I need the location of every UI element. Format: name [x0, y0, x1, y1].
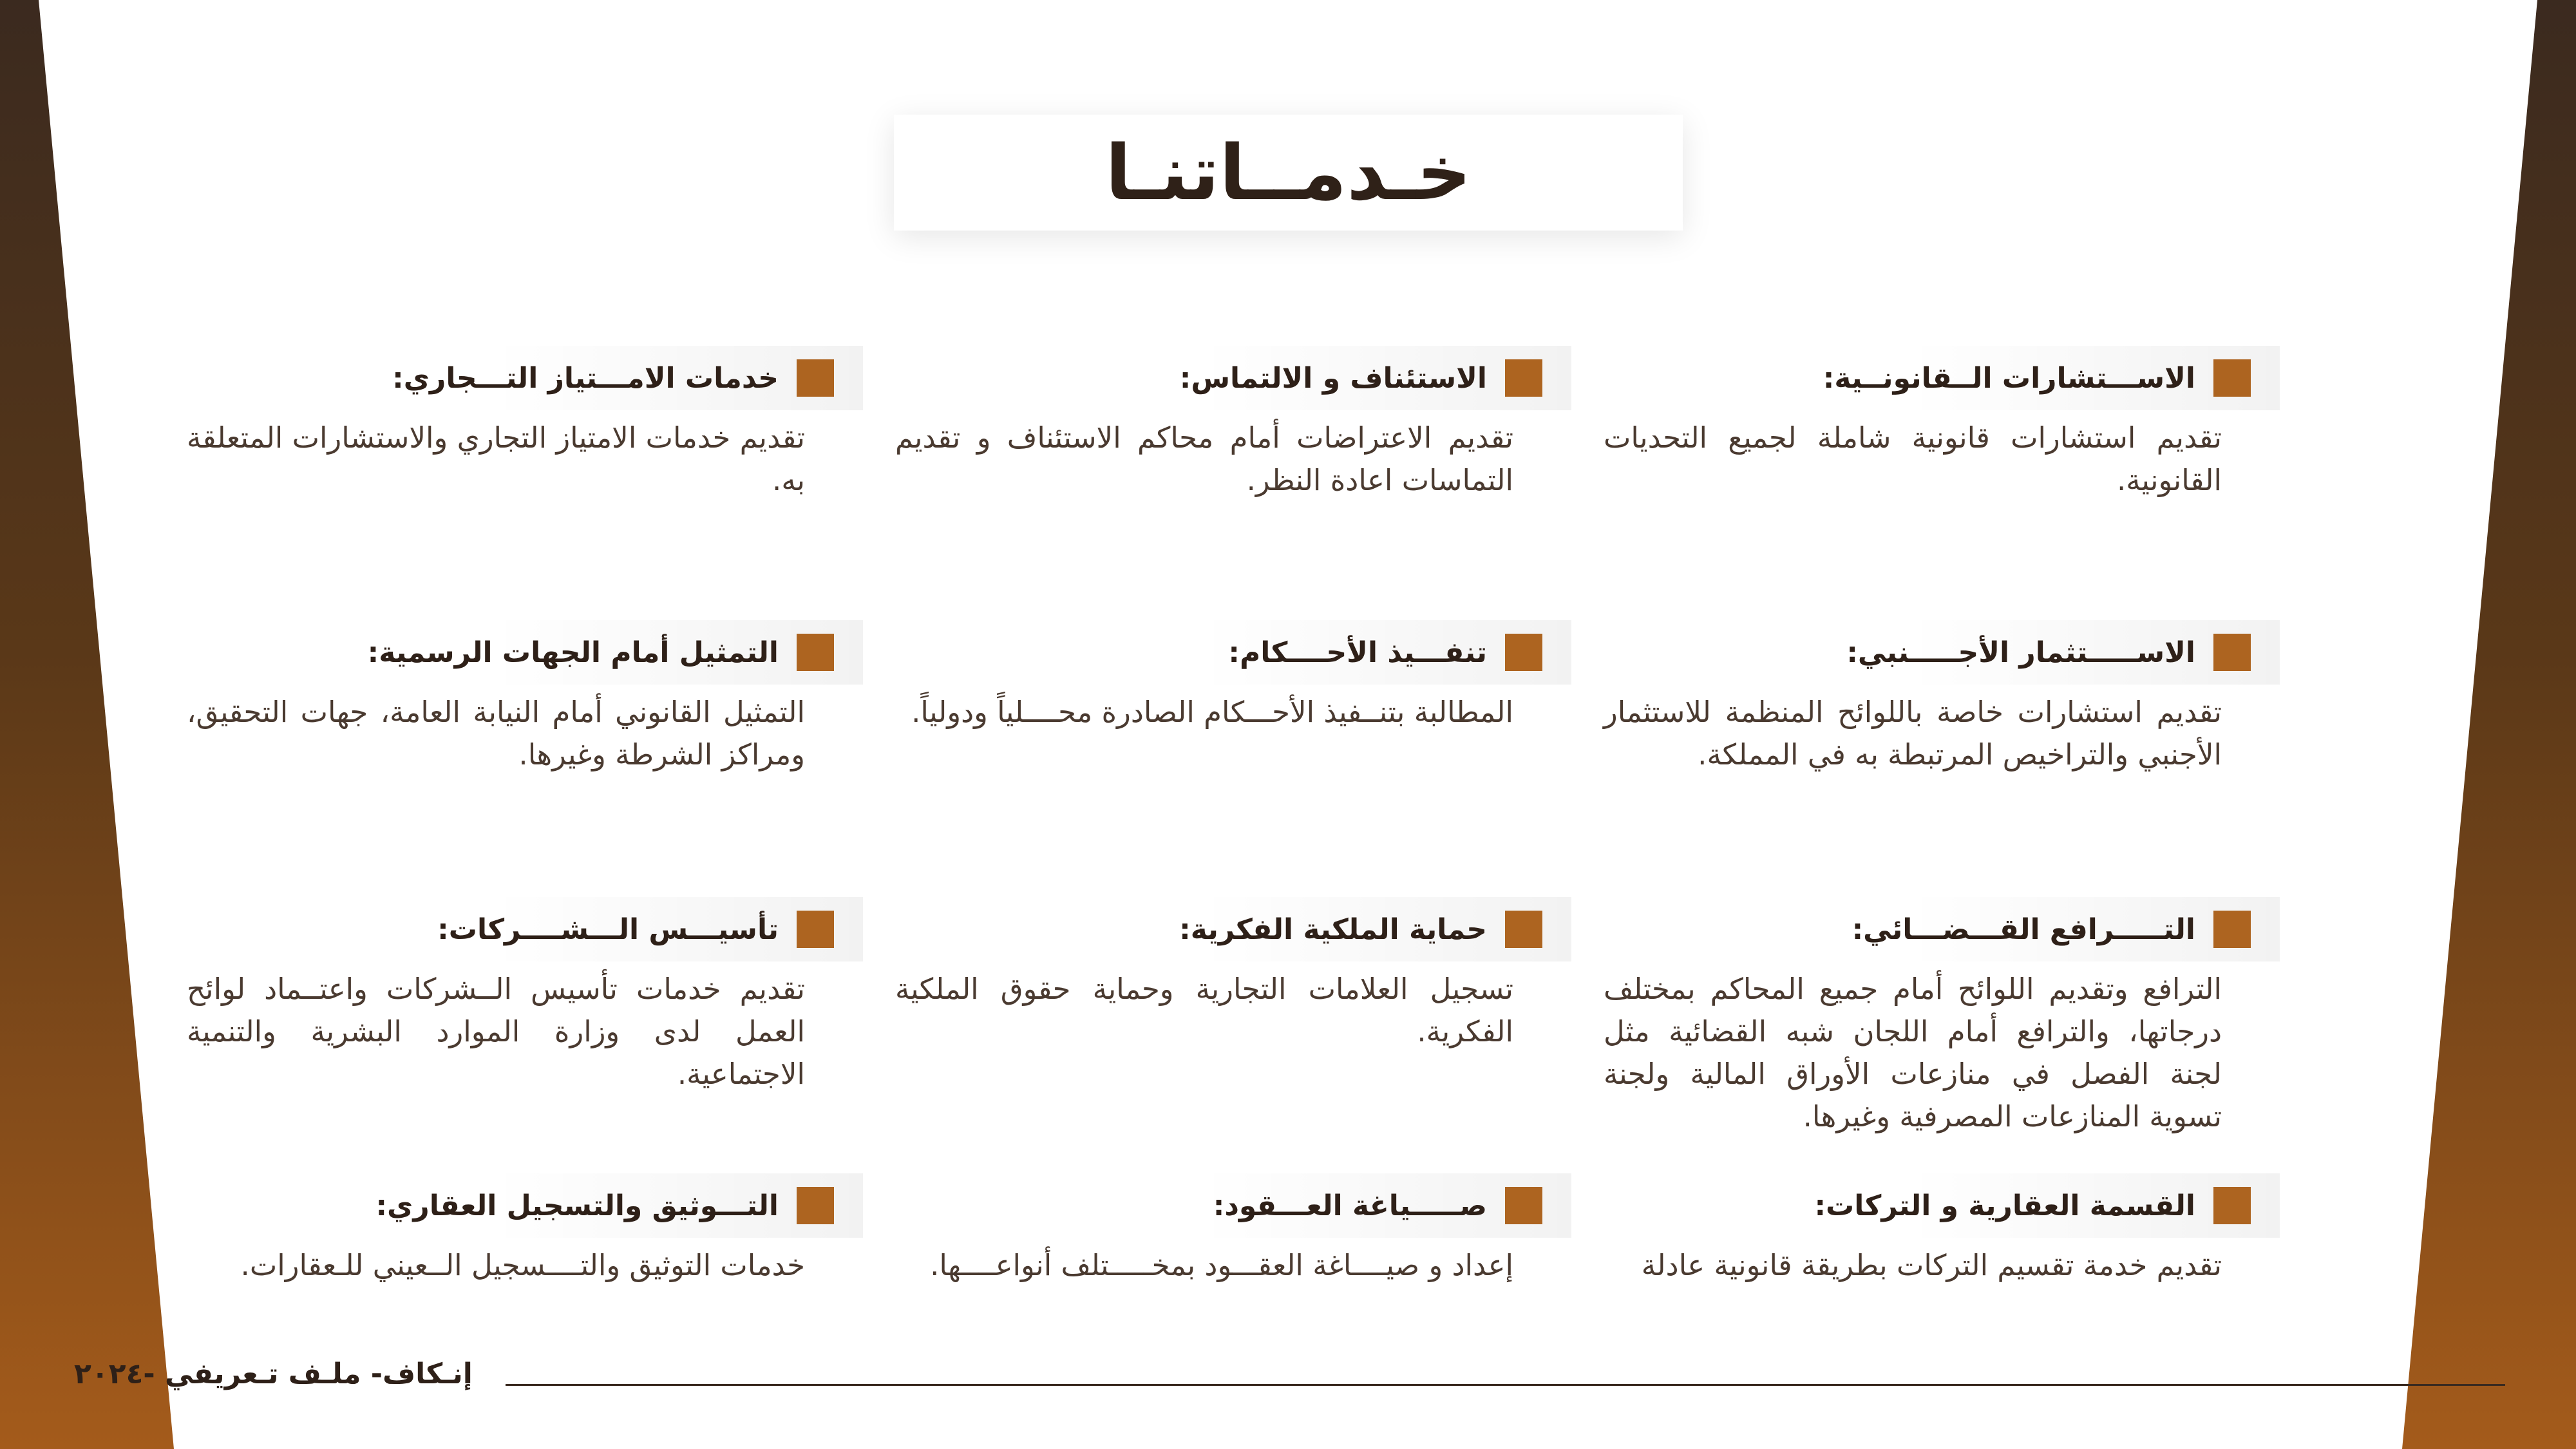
service-description: تقديم خدمات الامتياز التجاري والاستشارات المتعلقة به.	[187, 421, 805, 497]
square-bullet-icon	[2213, 634, 2251, 671]
service-title: القسمة العقارية و التركات:	[1814, 1189, 2195, 1222]
service-estate-division	[1604, 1173, 2280, 1287]
service-appeals	[895, 346, 1571, 502]
service-description: تقديم خدمة تقسيم التركات بطريقة قانونية عادلة	[1641, 1248, 2222, 1282]
square-bullet-icon	[1505, 911, 1542, 948]
square-bullet-icon	[797, 359, 834, 397]
square-bullet-icon	[797, 634, 834, 671]
page-title: خـدمــاتنـا	[1105, 128, 1472, 217]
service-description: الترافع وتقديم اللوائح أمام جميع المحاكم بمختلف درجاتها، والترافع أمام اللجان شبه القضائية مثل لجنة الفصل في منازعات الأوراق المالية ولجنة تسوية المنازعات المصرفية وغيرها.	[1604, 972, 2222, 1133]
square-bullet-icon	[1505, 359, 1542, 397]
service-title: التـــــرافع القـــضـــائي:	[1852, 913, 2195, 946]
service-description: تقديم استشارات خاصة باللوائح المنظمة للاستثمار الأجنبي والتراخيص المرتبطة به في المملكة.	[1604, 695, 2222, 772]
service-header	[1604, 897, 2280, 961]
service-title: الاســـــتثمار الأجـــــنبي:	[1846, 636, 2195, 669]
service-notarization	[187, 1173, 863, 1287]
service-franchise	[187, 346, 863, 502]
left-frame-decoration	[0, 0, 174, 1449]
service-judgment-enforcement	[895, 620, 1571, 734]
service-title: التمثيل أمام الجهات الرسمية:	[367, 636, 779, 669]
service-description: تقديم الاعتراضات أمام محاكم الاستئناف و تقديم التماسات اعادة النظر.	[895, 421, 1513, 497]
service-header	[187, 897, 863, 961]
right-frame-decoration	[2402, 0, 2576, 1449]
square-bullet-icon	[1505, 1187, 1542, 1224]
service-intellectual-property	[895, 897, 1571, 1053]
service-description: تقديم خدمات تأسيس الــشركات واعتــماد لوائح العمل لدى وزارة الموارد البشرية والتنمية الاجتماعية.	[187, 972, 805, 1091]
service-title: صـــــياغة العـــقود:	[1213, 1189, 1487, 1222]
service-header	[895, 620, 1571, 685]
square-bullet-icon	[1505, 634, 1542, 671]
service-description: إعداد و صيــــاغة العقـــود بمخـــــتلف أنواعــــها.	[930, 1248, 1513, 1282]
service-description: خدمات التوثيق والتــــسجيل الــعيني للـعقارات.	[240, 1248, 805, 1282]
service-header	[187, 1173, 863, 1238]
service-legal-consultations	[1604, 346, 2280, 502]
service-official-representation	[187, 620, 863, 776]
service-header	[187, 620, 863, 685]
service-title: الاستئناف و الالتماس:	[1179, 361, 1487, 395]
square-bullet-icon	[2213, 1187, 2251, 1224]
service-header	[187, 346, 863, 410]
service-title: خدمات الامـــتياز التـــجاري:	[392, 361, 779, 395]
footer-divider	[506, 1384, 2505, 1386]
service-header	[1604, 620, 2280, 685]
service-title: تنفـــيذ الأحــــكام:	[1228, 636, 1487, 669]
square-bullet-icon	[2213, 911, 2251, 948]
square-bullet-icon	[2213, 359, 2251, 397]
service-header	[1604, 1173, 2280, 1238]
service-title: تأسيـــس الـــشــــركات:	[437, 913, 779, 946]
service-header	[895, 897, 1571, 961]
service-company-formation	[187, 897, 863, 1095]
service-description: التمثيل القانوني أمام النيابة العامة، جهات التحقيق، ومراكز الشرطة وغيرها.	[187, 695, 805, 772]
square-bullet-icon	[797, 1187, 834, 1224]
service-header	[895, 1173, 1571, 1238]
service-description: تقديم استشارات قانونية شاملة لجميع التحديات القانونية.	[1604, 421, 2222, 497]
title-box	[894, 115, 1683, 231]
service-title: حماية الملكية الفكرية:	[1179, 913, 1487, 946]
service-title: الاســـتشارات الــقانونــية:	[1823, 361, 2195, 395]
service-header	[895, 346, 1571, 410]
service-title: التـــوثيق والتسجيل العقاري:	[375, 1189, 779, 1222]
service-description: المطالبة بتنــفيذ الأحـــكام الصادرة محــــلياً ودولياً.	[911, 695, 1513, 729]
service-foreign-investment	[1604, 620, 2280, 776]
service-header	[1604, 346, 2280, 410]
service-description: تسجيل العلامات التجارية وحماية حقوق الملكية الفكرية.	[895, 972, 1513, 1048]
service-litigation	[1604, 897, 2280, 1138]
service-contract-drafting	[895, 1173, 1571, 1287]
square-bullet-icon	[797, 911, 834, 948]
footer-label: إنـكاف- ملـف تـعريفي -٢٠٢٤	[74, 1358, 473, 1390]
